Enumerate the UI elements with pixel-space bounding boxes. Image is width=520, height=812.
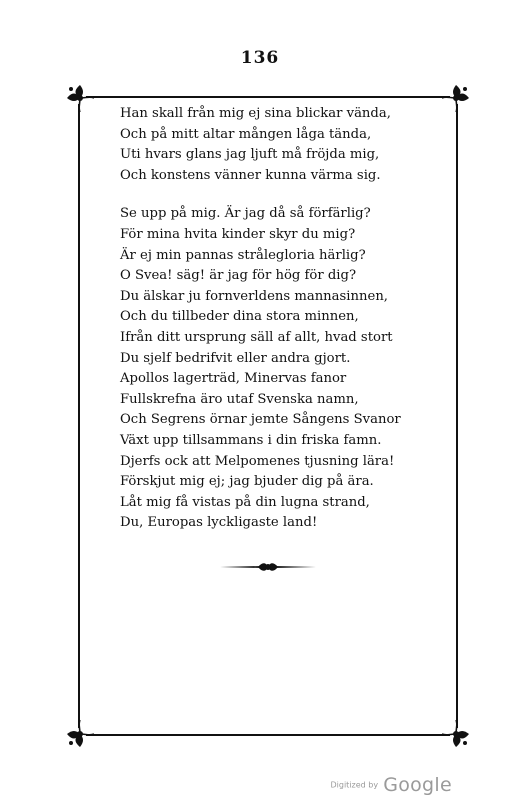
corner-flourish-icon <box>64 716 98 750</box>
section-end-ornament-icon <box>218 559 318 575</box>
verse-line: Växt upp tillsammans i din friska famn. <box>120 432 382 448</box>
frame-bottom-rule <box>86 734 450 736</box>
verse-line: Och Segrens örnar jemte Sångens Svanor <box>120 412 401 428</box>
corner-flourish-icon <box>438 716 472 750</box>
verse-line: Ifrån ditt ursprung säll af allt, hvad stort <box>120 329 393 345</box>
verse-line: O Svea! säg! är jag för hög för dig? <box>120 268 357 284</box>
verse-line: Djerfs ock att Melpomenes tjusning lära! <box>120 453 395 469</box>
stanza-1 <box>120 104 420 186</box>
stanza-2 <box>120 204 420 534</box>
verse-line: Du, Europas lyckligaste land! <box>120 515 318 531</box>
poem-text <box>120 104 420 534</box>
verse-line: Du sjelf bedrifvit eller andra gjort. <box>120 350 351 366</box>
google-wordmark: Google <box>383 774 452 796</box>
verse-line: För mina hvita kinder skyr du mig? <box>120 226 356 242</box>
verse-line: Och på mitt altar mången låga tända, <box>120 126 372 142</box>
digitization-credit <box>330 774 452 796</box>
digitized-by-label: Digitized by <box>330 780 379 790</box>
verse-line: Se upp på mig. Är jag då så förfärlig? <box>120 206 371 222</box>
corner-flourish-icon <box>64 82 98 116</box>
verse-line: Fullskrefna äro utaf Svenska namn, <box>120 391 359 407</box>
frame-right-rule <box>456 104 458 728</box>
page-number: 136 <box>240 48 280 68</box>
verse-line: Låt mig få vistas på din lugna strand, <box>120 494 370 510</box>
verse-line: Förskjut mig ej; jag bjuder dig på ära. <box>120 474 374 490</box>
verse-line: Och konstens vänner kunna värma sig. <box>120 167 381 183</box>
frame-left-rule <box>78 104 80 728</box>
frame-top-rule <box>86 96 450 98</box>
corner-flourish-icon <box>438 82 472 116</box>
verse-line: Uti hvars glans jag ljuft må fröjda mig, <box>120 147 380 163</box>
verse-line: Är ej min pannas strålegloria härlig? <box>120 247 366 263</box>
verse-line: Du älskar ju fornverldens mannasinnen, <box>120 288 388 304</box>
verse-line: Apollos lagerträd, Minervas fanor <box>120 371 347 387</box>
verse-line: Och du tillbeder dina stora minnen, <box>120 309 359 325</box>
verse-line: Han skall från mig ej sina blickar vända, <box>120 106 391 121</box>
